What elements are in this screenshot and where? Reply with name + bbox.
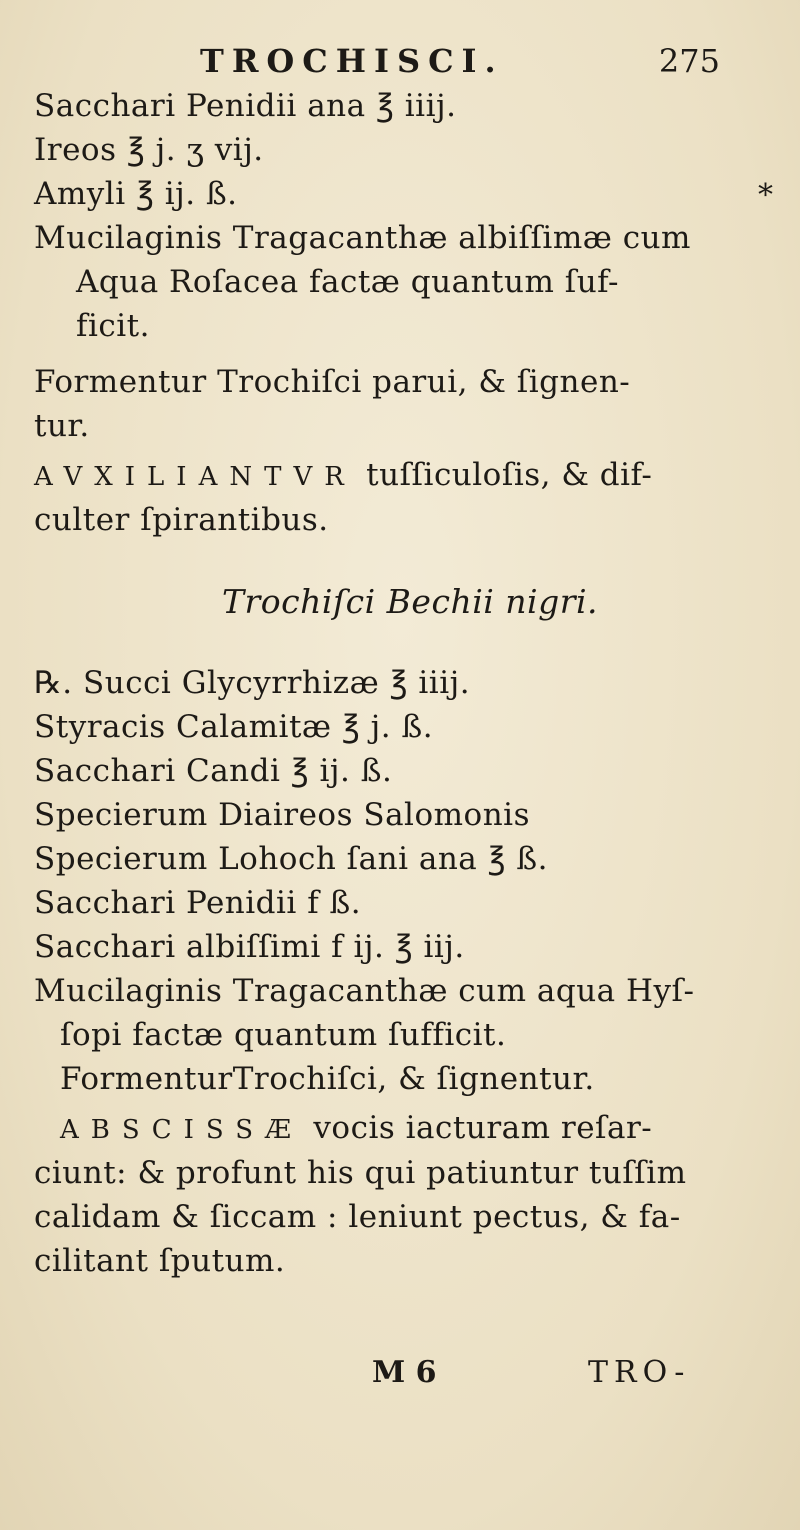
usage-line: calidam & ſiccam : leniunt pectus, & fa- [34,1199,681,1235]
recipe-line: Mucilaginis Tragacanthæ albiſſimæ cum [34,220,691,256]
usage-text: tuſſiculoſis, & dif- [366,457,653,493]
recipe-heading: Trochiſci Bechii nigri. [222,582,599,621]
recipe-line: Specierum Lohoch ſani ana ℥ ß. [34,841,548,877]
usage-line: cilitant ſputum. [34,1243,286,1279]
recipe-line: Sacchari albiſſimi f ij. ℥ iij. [34,929,465,965]
usage-keyword: AVXILIANTVR [34,462,356,492]
instruction-line: tur. [34,408,90,444]
recipe-line: Sacchari Penidii ana ℥ iiij. [34,88,457,124]
usage-keyword: ABSCISSÆ [60,1115,304,1145]
recipe-line: Ireos ℥ j. ʒ vij. [34,132,264,168]
recipe-line: ficit. [76,308,150,344]
usage-text: vocis iacturam reſar- [313,1110,653,1146]
running-title: TROCHISCI. [200,42,504,80]
usage-line [60,1108,652,1150]
usage-line: culter ſpirantibus. [34,502,329,538]
instruction-line: FormenturTrochiſci, & ſignentur. [60,1061,595,1097]
signature-mark: M 6 [372,1355,437,1390]
usage-line [34,455,652,497]
recipe-line: Specierum Diaireos Salomonis [34,797,530,833]
recipe-line: Styracis Calamitæ ℥ j. ß. [34,709,434,745]
recipe-line: Sacchari Penidii f ß. [34,885,362,921]
recipe-line: ℞. Succi Glycyrrhizæ ℥ iiij. [34,665,471,701]
usage-line: ciunt: & profunt his qui patiuntur tuſſim [34,1155,687,1191]
recipe-line: Aqua Roſacea factæ quantum ſuf- [76,264,620,300]
catchword: TRO- [588,1355,691,1390]
recipe-line: ſopi factæ quantum ſufficit. [60,1017,507,1053]
recipe-line: Mucilaginis Tragacanthæ cum aqua Hyſ- [34,973,695,1009]
instruction-line: Formentur Trochiſci parui, & ſignen- [34,364,631,400]
recipe-line: Sacchari Candi ℥ ij. ß. [34,753,393,789]
recipe-line: Amyli ℥ ij. ß. [34,176,238,212]
margin-mark: * [758,178,773,213]
page-header [200,42,720,86]
page-number: 275 [658,42,720,80]
